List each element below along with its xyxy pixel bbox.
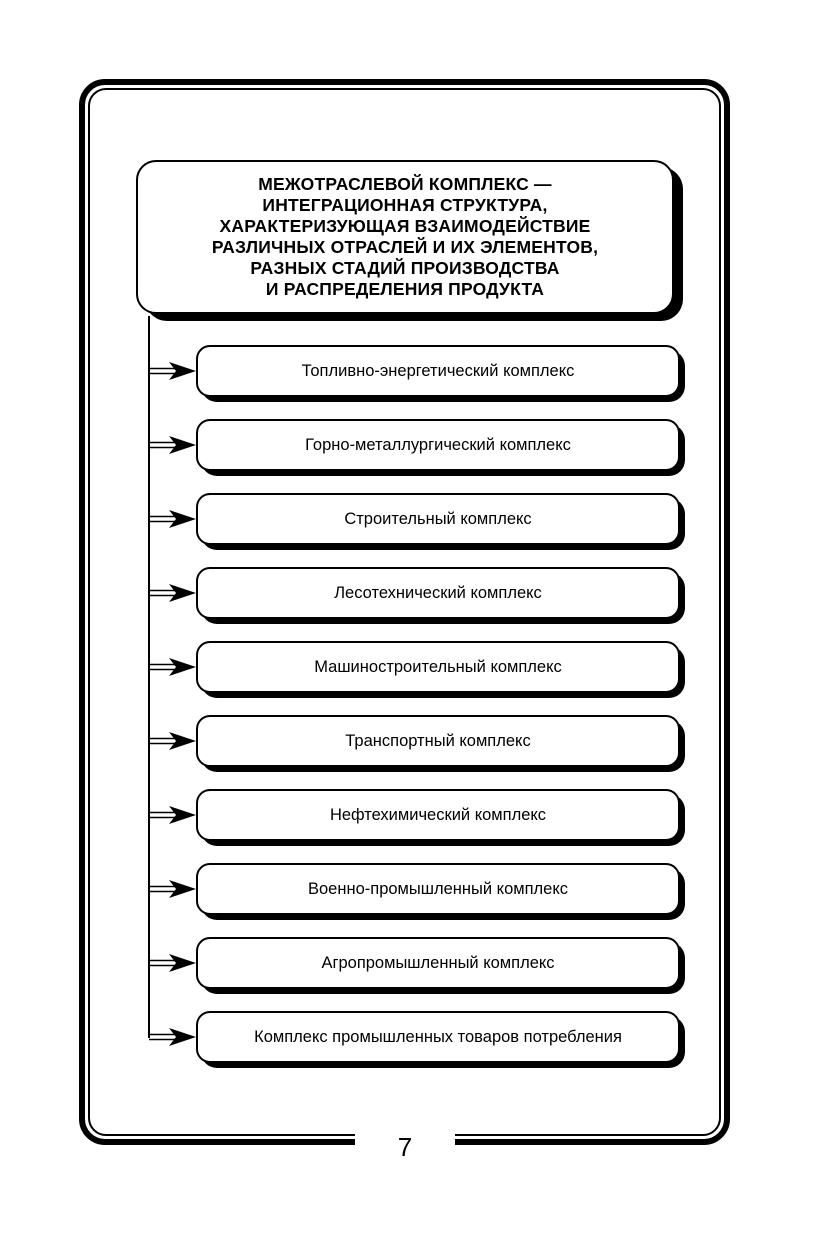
arrow-icon — [149, 655, 199, 679]
item-box — [196, 863, 680, 915]
arrow-icon — [149, 803, 199, 827]
arrow-icon — [149, 1025, 199, 1049]
item-box — [196, 937, 680, 989]
arrow-icon — [149, 433, 199, 457]
item-label: Военно-промышленный комплекс — [308, 879, 568, 898]
diagram-header-text: МЕЖОТРАСЛЕВОЙ КОМПЛЕКС — ИНТЕГРАЦИОННАЯ СТРУКТУРА, ХАРАКТЕРИЗУЮЩАЯ ВЗАИМОДЕЙСТВИЕ РАЗЛИЧНЫХ ОТРАСЛЕЙ И ИХ ЭЛЕМЕНТОВ, РАЗНЫХ СТАДИЙ ПРОИЗВОДСТВА И РАСПРЕДЕЛЕНИЯ ПРОДУКТА — [211, 174, 599, 299]
item-box — [196, 567, 680, 619]
item-label: Топливно-энергетический комплекс — [301, 361, 575, 380]
arrow-icon — [149, 729, 199, 753]
item-box — [196, 493, 680, 545]
arrow-icon — [149, 951, 199, 975]
arrow-icon — [149, 581, 199, 605]
diagram-header-box — [136, 160, 674, 314]
item-box — [196, 715, 680, 767]
arrow-icon — [149, 877, 199, 901]
item-label: Машиностроительный комплекс — [314, 657, 562, 676]
item-box — [196, 789, 680, 841]
item-label: Комплекс промышленных товаров потребления — [254, 1027, 622, 1046]
item-label: Горно-металлургический комплекс — [305, 435, 571, 454]
item-box — [196, 345, 680, 397]
page-number: 7 — [397, 1132, 413, 1162]
item-label: Лесотехнический комплекс — [334, 583, 542, 602]
item-label: Транспортный комплекс — [345, 731, 531, 750]
item-label: Агропромышленный комплекс — [321, 953, 555, 972]
item-label: Нефтехимический комплекс — [329, 805, 547, 824]
arrow-icon — [149, 507, 199, 531]
item-box — [196, 419, 680, 471]
arrow-icon — [149, 359, 199, 383]
item-label: Строительный комплекс — [344, 509, 532, 528]
item-box — [196, 1011, 680, 1063]
item-box — [196, 641, 680, 693]
